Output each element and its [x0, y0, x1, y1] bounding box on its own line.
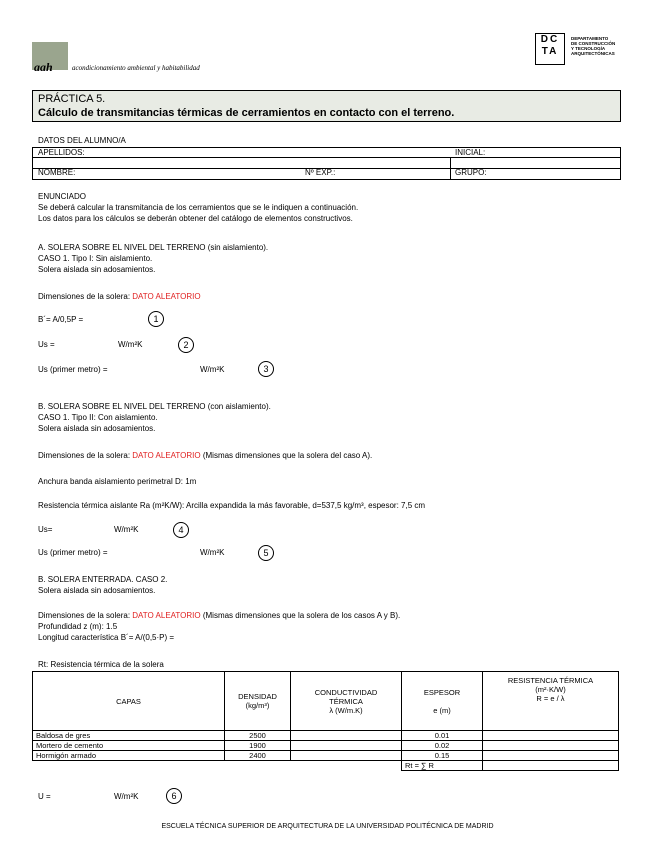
- cell-resistencia: [483, 731, 619, 741]
- us1-label: Us (primer metro) =: [38, 548, 108, 557]
- us-label: Us =: [38, 340, 55, 349]
- header-densidad: [225, 672, 291, 731]
- section-b-caso: CASO 1. Tipo II: Con aislamiento.: [38, 413, 158, 422]
- header-espesor-line: ESPESOR: [423, 687, 461, 697]
- dcta-line1: DC: [540, 34, 560, 45]
- cell-conductividad: [291, 741, 402, 751]
- logo-text: aah: [34, 60, 53, 74]
- us-unit: W/m²K: [118, 340, 143, 349]
- dim-value: DATO ALEATORIO: [132, 292, 201, 301]
- table-row: [33, 741, 619, 751]
- table-row: [33, 751, 619, 761]
- logo-subtitle: acondicionamiento ambiental y habitabilidad: [72, 64, 200, 72]
- anchura-banda: Anchura banda aislamiento perimetral D: 1m: [38, 477, 197, 486]
- cell-conductividad: [291, 751, 402, 761]
- grupo-label: GRUPO:: [455, 168, 487, 177]
- dim-label: Dimensiones de la solera:: [38, 451, 133, 460]
- header-espesor: [402, 672, 483, 731]
- empty-cell: [225, 761, 291, 771]
- header-res-line: RESISTENCIA TÉRMICA: [507, 676, 594, 685]
- department-line: DEPARTAMENTO: [571, 36, 609, 41]
- nombre-label: NOMBRE:: [38, 168, 76, 177]
- department-name: [571, 36, 615, 56]
- circle-4: 4: [173, 522, 189, 538]
- u-label: U =: [38, 792, 51, 801]
- header-capas: CAPAS: [33, 672, 225, 731]
- footer: ESCUELA TÉCNICA SUPERIOR DE ARQUITECTURA DE LA UNIVERSIDAD POLITÉCNICA DE MADRID: [161, 823, 494, 830]
- section-a-dimensions: [38, 292, 201, 302]
- header-densidad-unit: (kg/m³): [245, 701, 270, 710]
- cell-capa: Baldosa de gres: [33, 731, 225, 741]
- dcta-logo: [535, 33, 565, 65]
- student-heading: DATOS DEL ALUMNO/A: [38, 136, 126, 145]
- section-b-solera: Solera aislada sin adosamientos.: [38, 424, 156, 433]
- header-res-unit: (m²·K/W): [535, 685, 566, 694]
- cell-densidad: 2500: [225, 731, 291, 741]
- enunciado-heading: ENUNCIADO: [38, 192, 87, 201]
- cell-capa: Mortero de cemento: [33, 741, 225, 751]
- practice-title: Cálculo de transmitancias térmicas de cerramientos en contacto con el terreno.: [38, 107, 455, 119]
- cell-espesor: 0.02: [402, 741, 483, 751]
- us1-unit: W/m²K: [200, 548, 225, 557]
- cell-espesor: 0.15: [402, 751, 483, 761]
- department-line: DE CONSTRUCCIÓN: [571, 41, 616, 46]
- header-conductividad: [291, 672, 402, 731]
- divider: [32, 179, 621, 180]
- divider: [32, 147, 621, 148]
- header-cond-line: TÉRMICA: [329, 696, 363, 706]
- divider: [450, 157, 451, 179]
- cell-resistencia: [483, 741, 619, 751]
- profundidad: Profundidad z (m): 1.5: [38, 622, 118, 631]
- cell-densidad: 2400: [225, 751, 291, 761]
- divider: [32, 157, 621, 158]
- practice-number: PRÁCTICA 5.: [38, 93, 106, 105]
- section-c-heading: B. SOLERA ENTERRADA. CASO 2.: [38, 575, 168, 584]
- inicial-label: INICIAL:: [455, 148, 486, 157]
- empty-cell: [291, 761, 402, 771]
- cell-conductividad: [291, 731, 402, 741]
- us-label: Us=: [38, 525, 53, 534]
- circle-1: 1: [148, 311, 164, 327]
- section-a-caso: CASO 1. Tipo I: Sin aislamiento.: [38, 254, 153, 263]
- cell-capa: Hormigón armado: [33, 751, 225, 761]
- dim-value: DATO ALEATORIO: [132, 451, 201, 460]
- dim-note: (Mismas dimensiones que la solera del caso A).: [200, 451, 373, 460]
- cell-total-value: [483, 761, 619, 771]
- divider: [32, 147, 33, 180]
- section-a-heading: A. SOLERA SOBRE EL NIVEL DEL TERRENO (sin aislamiento).: [38, 243, 269, 252]
- table-header-row: [33, 672, 619, 731]
- us1-unit: W/m²K: [200, 365, 225, 374]
- dim-label: Dimensiones de la solera:: [38, 292, 133, 301]
- b-formula: B´= A/0,5P =: [38, 315, 84, 324]
- department-line: ARQUITECTÓNICAS: [571, 51, 615, 56]
- header-densidad-line: DENSIDAD: [238, 692, 277, 701]
- longitud-caracteristica: Longitud característica B´= A/(0,5·P) =: [38, 633, 175, 642]
- divider: [620, 147, 621, 180]
- resistencia-aislante: Resistencia térmica aislante Ra (m²K/W): Arcilla expandida la más favorable, d=537,5 kg/m³, espesor: 7,5 cm: [38, 501, 426, 510]
- header-cond-line: CONDUCTIVIDAD: [314, 687, 378, 697]
- enunciado-line: Se deberá calcular la transmitancia de los cerramientos que se le indiquen a continuación.: [38, 203, 359, 212]
- layers-table: [32, 671, 619, 771]
- cell-total-label: Rt = ∑ R: [402, 761, 483, 771]
- apellidos-label: APELLIDOS:: [38, 148, 85, 157]
- section-c-dimensions: [38, 611, 400, 621]
- circle-3: 3: [258, 361, 274, 377]
- header-resistencia: [483, 672, 619, 731]
- circle-2: 2: [178, 337, 194, 353]
- empty-cell: [33, 761, 225, 771]
- department-line: Y TECNOLOGÍA: [571, 46, 606, 51]
- section-c-solera: Solera aislada sin adosamientos.: [38, 586, 156, 595]
- enunciado-line: Los datos para los cálculos se deberán obtener del catálogo de elementos constructivos.: [38, 214, 353, 223]
- cell-densidad: 1900: [225, 741, 291, 751]
- table-total-row: [33, 761, 619, 771]
- dim-label: Dimensiones de la solera:: [38, 611, 133, 620]
- section-b-dimensions: [38, 451, 372, 461]
- rt-label: Rt: Resistencia térmica de la solera: [38, 660, 164, 669]
- section-a-solera: Solera aislada sin adosamientos.: [38, 265, 156, 274]
- u-unit: W/m²K: [114, 792, 139, 801]
- circle-6: 6: [166, 788, 182, 804]
- header-cond-unit: λ (W/m.K): [329, 705, 363, 715]
- header-espesor-unit: e (m): [433, 705, 451, 715]
- dim-value: DATO ALEATORIO: [132, 611, 201, 620]
- section-b-heading: B. SOLERA SOBRE EL NIVEL DEL TERRENO (con aislamiento).: [38, 402, 271, 411]
- dim-note: (Mismas dimensiones que la solera de los casos A y B).: [200, 611, 401, 620]
- cell-espesor: 0.01: [402, 731, 483, 741]
- cell-resistencia: [483, 751, 619, 761]
- dcta-line2: TA: [541, 46, 559, 57]
- us-unit: W/m²K: [114, 525, 139, 534]
- circle-5: 5: [258, 545, 274, 561]
- us1-label: Us (primer metro) =: [38, 365, 108, 374]
- table-row: [33, 731, 619, 741]
- header-res-formula: R = e / λ: [536, 694, 565, 703]
- nexp-label: Nº EXP.:: [305, 168, 336, 177]
